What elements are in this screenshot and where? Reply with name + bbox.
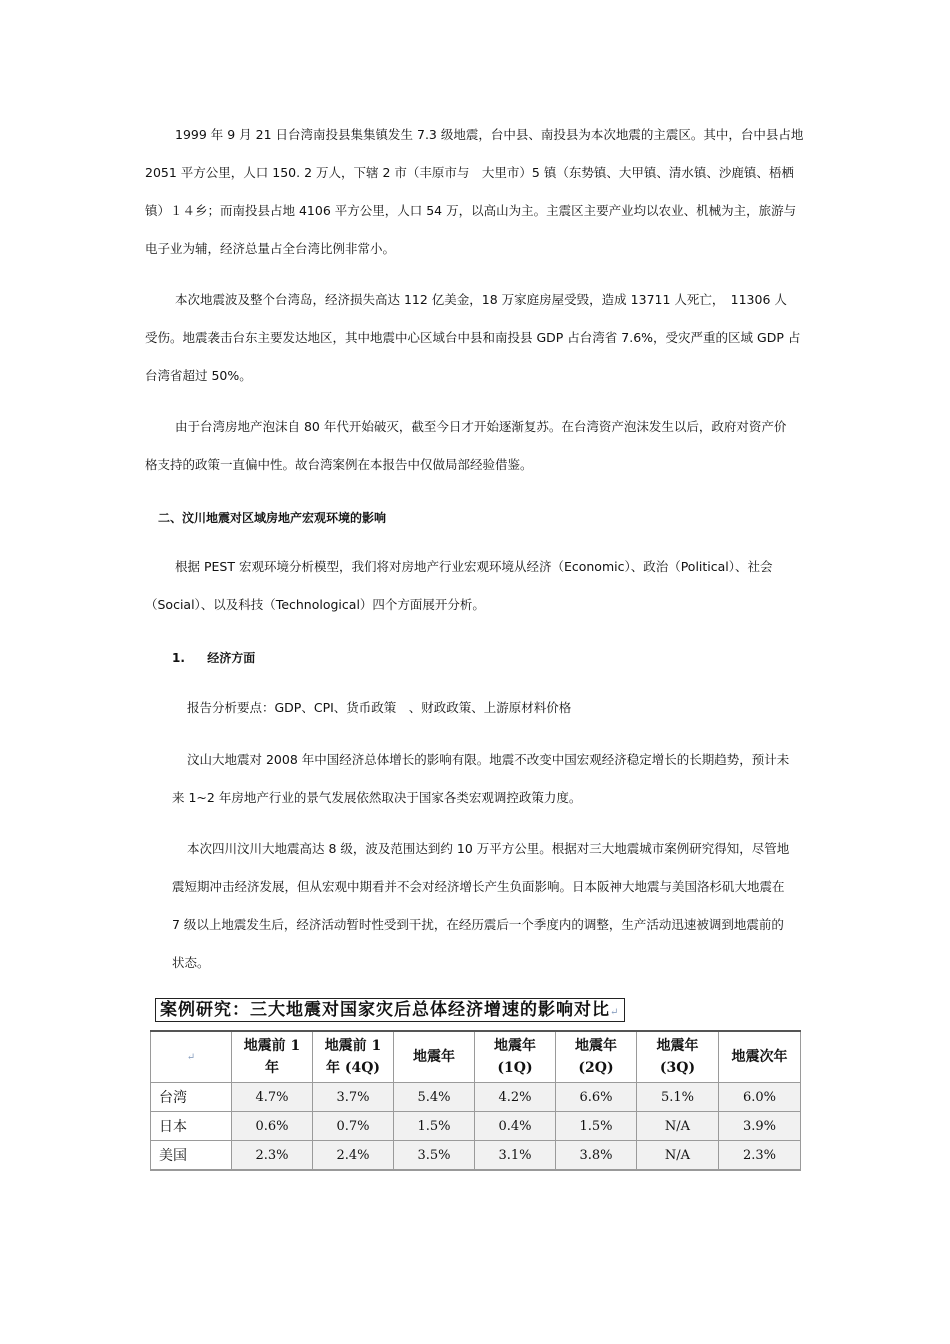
paragraph-case-research: [172, 830, 812, 982]
table-cell: 3.9%: [719, 1112, 801, 1141]
table-header-row: [151, 1031, 801, 1083]
table-cell: 0.4%: [475, 1112, 556, 1141]
text-line: 震短期冲击经济发展，但从宏观中期看并不会对经济增长产生负面影响。日本阪神大地震与美国洛杉矶大地震在: [172, 879, 785, 894]
text-line: 2051 平方公里，人口 150. 2 万人，下辖 2 市（丰原市与 大里市）5 镇（东势镇、大甲镇、清水镇、沙鹿镇、梧栖: [145, 165, 794, 180]
column-header: 地震年 (2Q): [556, 1031, 637, 1083]
text-line: 格支持的政策一直偏中性。故台湾案例在本报告中仅做局部经验借鉴。: [145, 457, 533, 472]
key-points: [187, 689, 807, 727]
text-line: 7 级以上地震发生后，经济活动暂时性受到干扰，在经历震后一个季度内的调整，生产活动迅速被调到地震前的: [172, 917, 784, 932]
text-line: 汶山大地震对 2008 年中国经济总体增长的影响有限。地震不改变中国宏观经济稳定增长的长期趋势，预计未: [187, 752, 790, 767]
table-cell: 0.7%: [313, 1112, 394, 1141]
text-line: 受伤。地震袭击台东主要发达地区，其中地震中心区域台中县和南投县 GDP 占台湾省 7.6%，受灾严重的区域 GDP 占: [145, 330, 801, 345]
column-header: 地震次年: [719, 1031, 801, 1083]
gdp-growth-table: [150, 1030, 801, 1171]
table-cell: 6.0%: [719, 1083, 801, 1112]
text-line: （Social）、以及科技（Technological）四个方面展开分析。: [145, 597, 485, 612]
table-cell: N/A: [637, 1141, 719, 1171]
table-cell: 4.2%: [475, 1083, 556, 1112]
case-study-title-text: 案例研究：三大地震对国家灾后总体经济增速的影响对比: [160, 1000, 610, 1020]
table-row: [151, 1083, 801, 1112]
text-line: 本次四川汶川大地震高达 8 级，波及范围达到约 10 万平方公里。根据对三大地震城市案例研究得知，尽管地: [187, 841, 790, 856]
column-header: 地震前 1 年: [232, 1031, 313, 1083]
paragraph-taiwan-losses: [145, 281, 810, 395]
paragraph-taiwan-bubble: [145, 408, 810, 484]
table-cell: 3.1%: [475, 1141, 556, 1171]
table-cell: 5.1%: [637, 1083, 719, 1112]
text-line: 镇）１４乡；而南投县占地 4106 平方公里，人口 54 万，以高山为主。主震区主要产业均以农业、机械为主，旅游与: [145, 203, 797, 218]
table-row: [151, 1112, 801, 1141]
table-cell: N/A: [637, 1112, 719, 1141]
text-line: 来 1~2 年房地产行业的景气发展依然取决于国家各类宏观调控政策力度。: [172, 790, 582, 805]
paragraph-pest: [145, 548, 810, 624]
table-cell: 1.5%: [556, 1112, 637, 1141]
row-label: 美国: [151, 1141, 232, 1171]
subsection-heading: [172, 649, 255, 666]
table-cell: 4.7%: [232, 1083, 313, 1112]
text-line: 根据 PEST 宏观环境分析模型，我们将对房地产行业宏观环境从经济（Economic）、政治（Political）、社会: [175, 559, 773, 574]
table-corner-cell: ↵: [151, 1031, 232, 1083]
subsection-title: 经济方面: [207, 651, 256, 665]
table-cell: 1.5%: [394, 1112, 475, 1141]
text-line: 状态。: [172, 955, 210, 970]
column-header: 地震前 1 年 (4Q): [313, 1031, 394, 1083]
table-row: [151, 1141, 801, 1171]
column-header: 地震年 (1Q): [475, 1031, 556, 1083]
table-cell: 3.7%: [313, 1083, 394, 1112]
table-cell: 3.5%: [394, 1141, 475, 1171]
row-label: 日本: [151, 1112, 232, 1141]
text-line: 由于台湾房地产泡沫自 80 年代开始破灭，截至今日才开始逐渐复苏。在台湾资产泡沫发生以后，政府对资产价: [175, 419, 787, 434]
case-study-title: [155, 998, 625, 1022]
table-cell: 6.6%: [556, 1083, 637, 1112]
table-cell: 2.4%: [313, 1141, 394, 1171]
text-line: 台湾省超过 50%。: [145, 368, 252, 383]
table-cell: 0.6%: [232, 1112, 313, 1141]
column-header: 地震年: [394, 1031, 475, 1083]
table-cell: 2.3%: [232, 1141, 313, 1171]
table-cell: 3.8%: [556, 1141, 637, 1171]
table-cell: 5.4%: [394, 1083, 475, 1112]
paragraph-taiwan-earthquake: [145, 116, 810, 268]
text-line: 本次地震波及整个台湾岛，经济损失高达 112 亿美金，18 万家庭房屋受毁，造成 13711 人死亡， 11306 人: [175, 292, 787, 307]
section-heading: 二、汶川地震对区域房地产宏观环境的影响: [158, 511, 387, 525]
text-line: 报告分析要点：GDP、CPI、货币政策 、财政政策、上游原材料价格: [187, 700, 572, 715]
paragraph-wenchuan-impact: [172, 741, 812, 817]
text-line: 电子业为辅，经济总量占全台湾比例非常小。: [145, 241, 396, 256]
table-cell: 2.3%: [719, 1141, 801, 1171]
paragraph-mark: ↵: [610, 1007, 620, 1018]
column-header: 地震年 (3Q): [637, 1031, 719, 1083]
subsection-number: 1.: [172, 651, 185, 665]
row-label: 台湾: [151, 1083, 232, 1112]
text-line: 1999 年 9 月 21 日台湾南投县集集镇发生 7.3 级地震，台中县、南投县为本次地震的主震区。其中，台中县占地: [175, 127, 804, 142]
